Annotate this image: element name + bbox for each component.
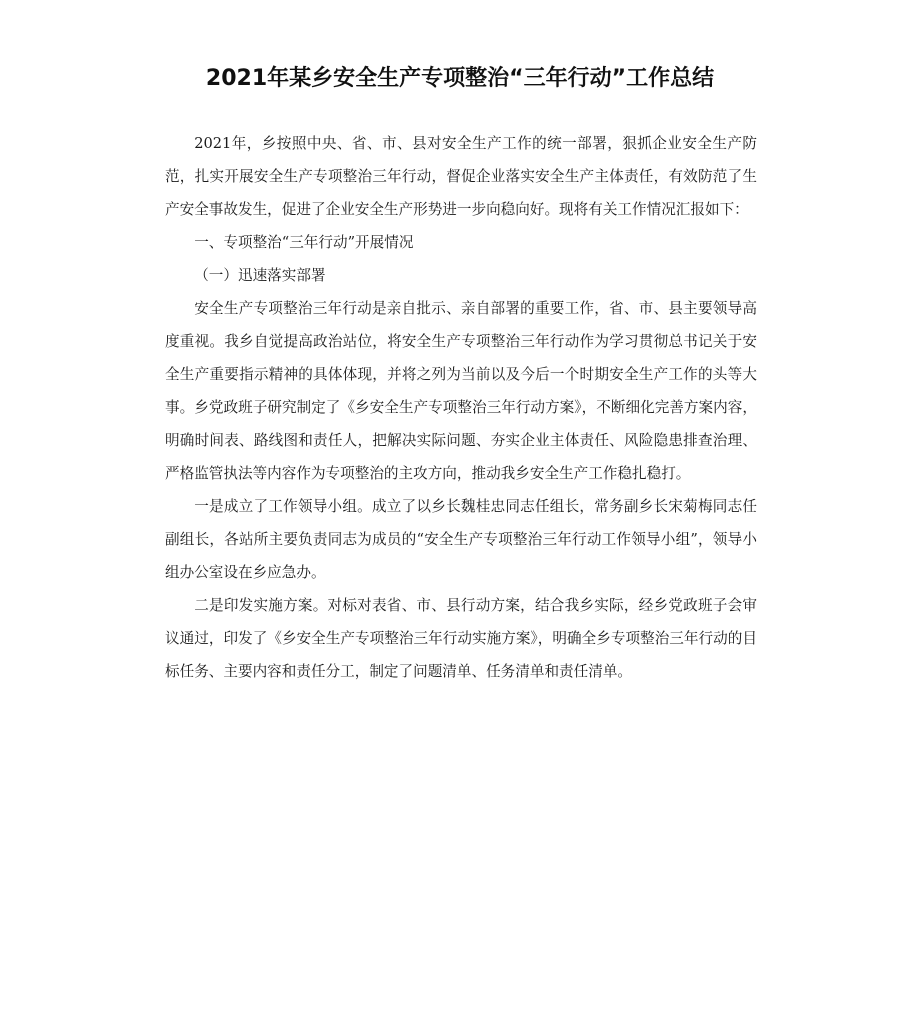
document-title: 2021年某乡安全生产专项整治“三年行动”工作总结 xyxy=(205,66,715,91)
subsection-heading: （一）迅速落实部署 xyxy=(194,267,326,284)
intro-paragraph: 2021年，乡按照中央、省、市、县对安全生产工作的统一部署，狠抓企业安全生产防范，扎实开展安全生产专项整治三年行动，督促企业落实安全生产主体责任，有效防范了生产安全事故发生，促进了企业安全生产形势进一步向稳向好。现将有关工作情况汇报如下： xyxy=(165,135,757,218)
document-body xyxy=(165,127,757,688)
body-paragraph: 安全生产专项整治三年行动是亲自批示、亲自部署的重要工作，省、市、县主要领导高度重视。我乡自觉提高政治站位，将安全生产专项整治三年行动作为学习贯彻总书记关于安全生产重要指示精神的具体体现，并将之列为当前以及今后一个时期安全生产工作的头等大事。乡党政班子研究制定了《乡安全生产专项整治三年行动方案》，不断细化完善方案内容，明确时间表、路线图和责任人，把解决实际问题、夯实企业主体责任、风险隐患排查治理、严格监管执法等内容作为专项整治的主攻方向，推动我乡安全生产工作稳扎稳打。 xyxy=(165,300,757,482)
body-paragraph: 一是成立了工作领导小组。成立了以乡长魏桂忠同志任组长，常务副乡长宋菊梅同志任副组长，各站所主要负责同志为成员的“安全生产专项整治三年行动工作领导小组”，领导小组办公室设在乡应急办。 xyxy=(165,498,757,581)
body-paragraph: 二是印发实施方案。对标对表省、市、县行动方案，结合我乡实际，经乡党政班子会审议通过，印发了《乡安全生产专项整治三年行动实施方案》，明确全乡专项整治三年行动的目标任务、主要内容和责任分工，制定了问题清单、任务清单和责任清单。 xyxy=(165,597,757,680)
section-heading: 一、专项整治“三年行动”开展情况 xyxy=(194,234,414,251)
